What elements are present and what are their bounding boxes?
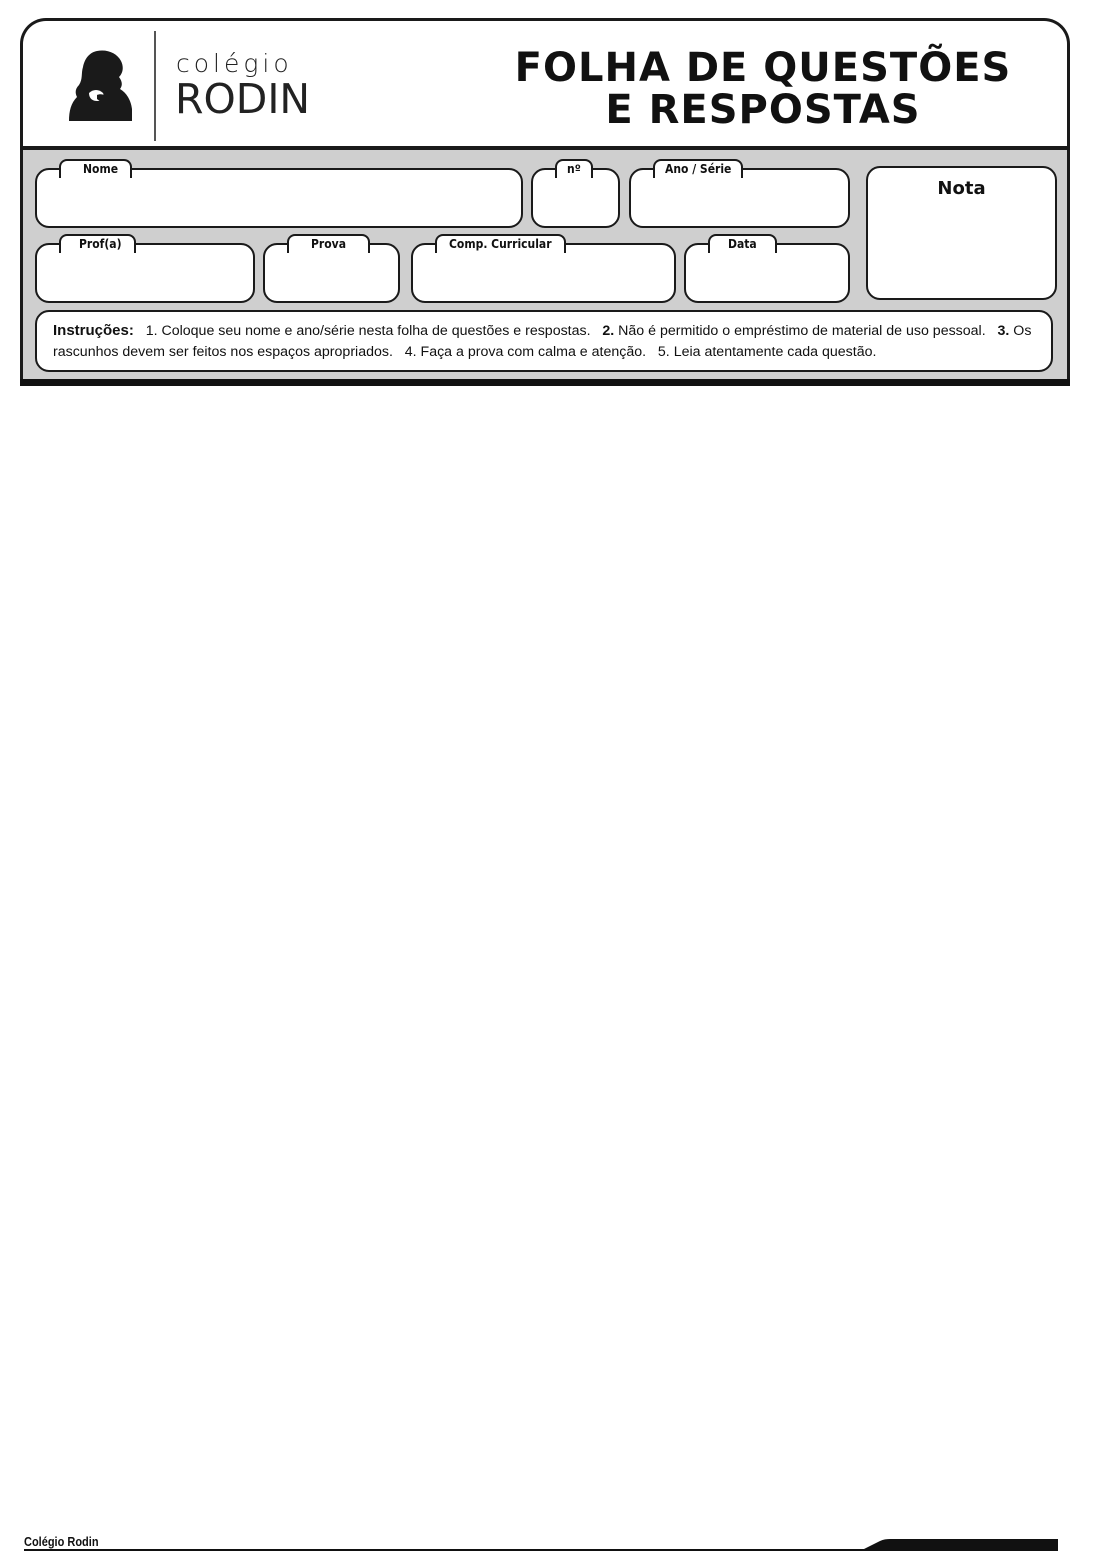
title-line-2: E RESPOSTAS <box>605 87 921 133</box>
nome-field[interactable] <box>35 162 523 228</box>
title-line-1: FOLHA DE QUESTÕES <box>514 45 1012 91</box>
prof-label: Prof(a) <box>59 234 136 253</box>
prof-field[interactable] <box>35 237 255 303</box>
instruction-item-2: 2. Não é permitido o empréstimo de material de uso pessoal. <box>602 323 986 339</box>
instruction-item-3: 3. Os rascunhos devem ser feitos nos espaços apropriados. <box>53 323 1032 360</box>
form-fields-band <box>20 146 1070 379</box>
instruction-item-1: 1. Coloque seu nome e ano/série nesta folha de questões e respostas. <box>145 323 591 339</box>
numero-field[interactable] <box>531 162 620 228</box>
comp-curricular-field[interactable] <box>411 237 676 303</box>
instructions-box <box>35 310 1053 372</box>
comp-curricular-label: Comp. Curricular <box>435 234 566 253</box>
numero-label: nº <box>555 159 593 178</box>
nota-label: Nota <box>937 178 986 199</box>
instruction-item-4: 4. Faça a prova com calma e atenção. <box>404 344 647 360</box>
ano-serie-label: Ano / Série <box>653 159 743 178</box>
instructions-label: Instruções: <box>53 322 134 339</box>
prova-field[interactable] <box>263 237 400 303</box>
header-top-panel <box>20 18 1070 149</box>
prova-label: Prova <box>287 234 370 253</box>
ano-serie-field[interactable] <box>629 162 850 228</box>
nome-label: Nome <box>59 159 132 178</box>
data-field[interactable] <box>684 237 850 303</box>
instruction-item-5: 5. Leia atentamente cada questão. <box>657 344 877 360</box>
logo-divider <box>154 31 156 141</box>
logo-rodin-text: RODIN <box>175 75 311 123</box>
logo-colegio-text: colégio <box>176 49 293 78</box>
data-label: Data <box>708 234 777 253</box>
header-bottom-rule <box>20 379 1070 386</box>
thinker-logo-icon <box>67 49 133 121</box>
nota-field[interactable] <box>866 166 1057 300</box>
footer-wedge-decoration <box>860 1539 1058 1551</box>
footer-school-name: Colégio Rodin <box>24 1535 99 1549</box>
exam-header <box>20 18 1068 386</box>
page-title <box>463 47 1063 131</box>
